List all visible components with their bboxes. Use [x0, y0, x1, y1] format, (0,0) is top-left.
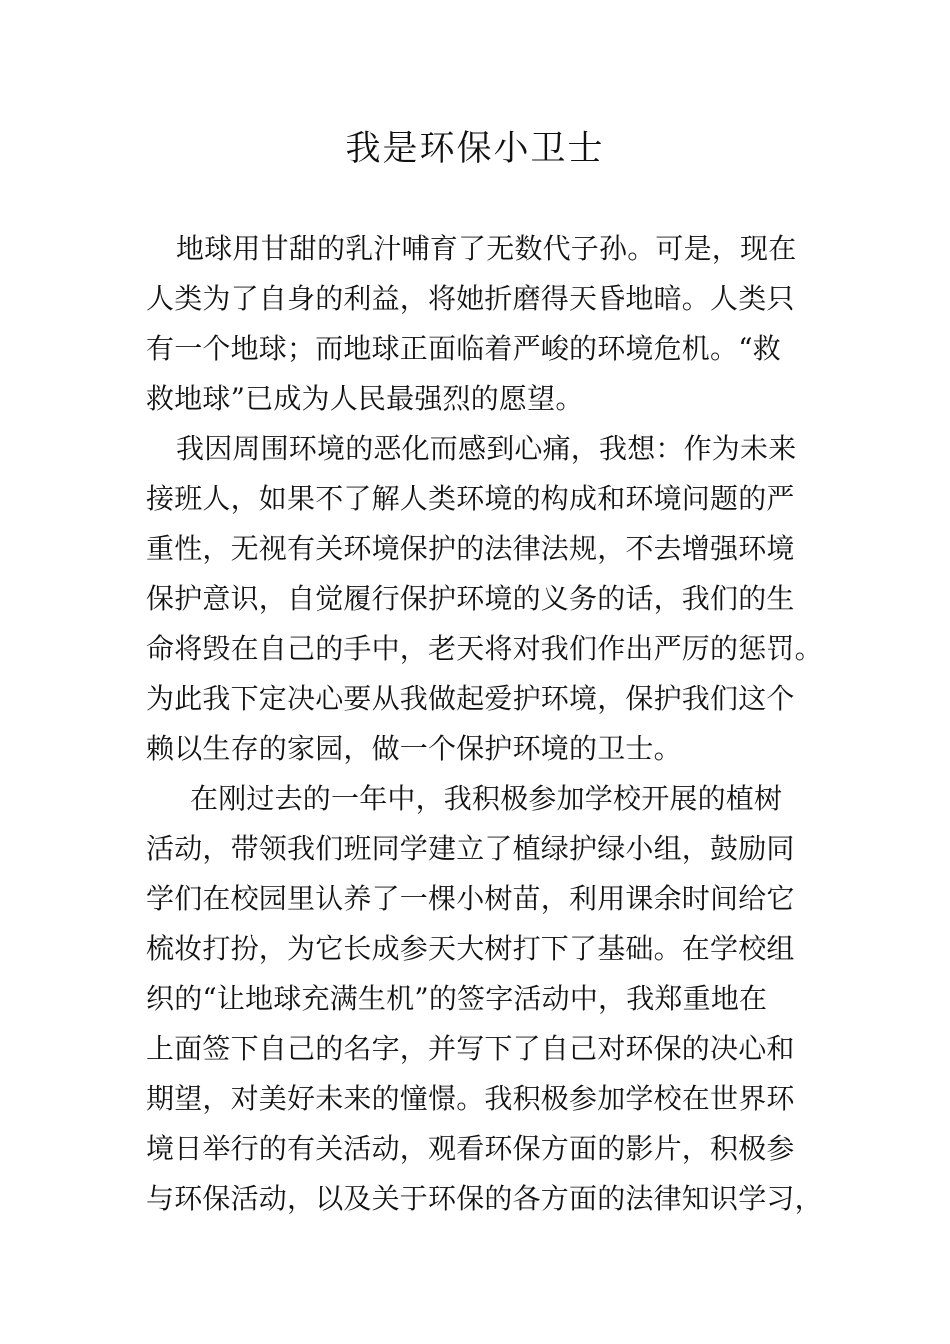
paragraph-1-line-4: 救地球”已成为人民最强烈的愿望。 [146, 382, 584, 415]
paragraph-3-line-1: 在刚过去的一年中，我积极参加学校开展的植树 [190, 782, 783, 815]
document-body [146, 224, 836, 1224]
paragraph-3-line-9: 与环保活动，以及关于环保的各方面的法律知识学习， [146, 1182, 823, 1215]
paragraph-2-line-3: 重性，无视有关环境保护的法律法规，不去增强环境 [146, 532, 795, 565]
paragraph-1-line-2: 人类为了自身的利益，将她折磨得天昏地暗。人类只 [146, 282, 795, 315]
paragraph-2-line-2: 接班人，如果不了解人类环境的构成和环境问题的严 [146, 482, 795, 515]
paragraph-3-line-5: 织的“让地球充满生机”的签字活动中，我郑重地在 [146, 982, 768, 1015]
document-title: 我是环保小卫士 [345, 129, 605, 169]
paragraph-1-line-1: 地球用甘甜的乳汁哺育了无数代子孙。可是，现在 [176, 232, 797, 265]
paragraph-3-line-8: 境日举行的有关活动，观看环保方面的影片，积极参 [146, 1132, 795, 1165]
paragraph-3-line-3: 学们在校园里认养了一棵小树苗，利用课余时间给它 [146, 882, 795, 915]
paragraph-2-line-6: 为此我下定决心要从我做起爱护环境，保护我们这个 [146, 682, 795, 715]
paragraph-3-line-4: 梳妆打扮，为它长成参天大树打下了基础。在学校组 [146, 932, 795, 965]
paragraph-2-line-5: 命将毁在自己的手中，老天将对我们作出严厉的惩罚。 [146, 632, 823, 665]
paragraph-3-line-2: 活动，带领我们班同学建立了植绿护绿小组，鼓励同 [146, 832, 795, 865]
paragraph-2-line-1: 我因周围环境的恶化而感到心痛，我想：作为未来 [176, 432, 797, 465]
paragraph-3-line-7: 期望，对美好未来的憧憬。我积极参加学校在世界环 [146, 1082, 795, 1115]
paragraph-2-line-4: 保护意识，自觉履行保护环境的义务的话，我们的生 [146, 582, 795, 615]
paragraph-2-line-7: 赖以生存的家园，做一个保护环境的卫士。 [146, 732, 682, 765]
paragraph-3-line-6: 上面签下自己的名字，并写下了自己对环保的决心和 [146, 1032, 795, 1065]
paragraph-1-line-3: 有一个地球；而地球正面临着严峻的环境危机。“救 [146, 332, 781, 365]
